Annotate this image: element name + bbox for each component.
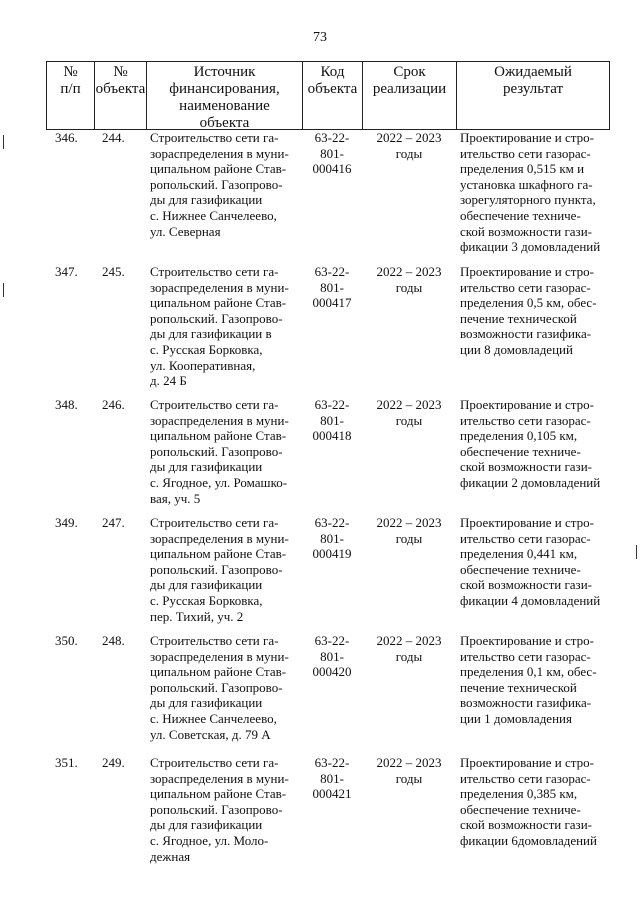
cell-object-num: 244.: [102, 130, 125, 145]
cell-num: 346.: [55, 130, 78, 145]
scan-edge-mark: [3, 135, 4, 149]
cell-num: 348.: [55, 397, 78, 412]
cell-object-num: 246.: [102, 397, 125, 412]
cell-source: Строительство сети га- зораспределения в муни- ципальном районе Став- ропольский. Газопрово- ды для газификации с. Ягодное, ул. Ромашко- вая, уч. 5: [150, 397, 289, 506]
cell-term: 2022 – 2023 годы: [376, 755, 442, 786]
cell-object-num: 245.: [102, 264, 125, 279]
scan-edge-mark: [3, 283, 4, 297]
col-divider: [609, 61, 610, 130]
header-code: Код объекта: [307, 64, 358, 97]
cell-code: 63-22- 801- 000420: [312, 633, 352, 680]
cell-result: Проектирование и стро- ительство сети газорас- пределения 0,385 км, обеспечение техниче- ской возможности гази- фикации 6домовладений: [460, 755, 597, 848]
header-object-num: № объекта: [95, 64, 146, 97]
cell-object-num: 249.: [102, 755, 125, 770]
cell-code: 63-22- 801- 000419: [312, 515, 352, 562]
cell-source: Строительство сети га- зораспределения в муни- ципальном районе Став- ропольский. Газопрово- ды для газификации с. Нижнее Санчелеево, ул. Советская, д. 79 А: [150, 633, 289, 742]
cell-result: Проектирование и стро- ительство сети газорас- пределения 0,515 км и установка шкафного га- зорегуляторного пункта, обеспечение техниче- ской возможности гази- фикации 3 домовладений: [460, 130, 601, 255]
cell-term: 2022 – 2023 годы: [376, 264, 442, 295]
header-source: Источник финансирования, наименование объекта: [169, 64, 280, 131]
cell-source: Строительство сети га- зораспределения в муни- ципальном районе Став- ропольский. Газопрово- ды для газификации с. Нижнее Санчелеево, ул. Северная: [150, 130, 289, 239]
cell-num: 347.: [55, 264, 78, 279]
cell-term: 2022 – 2023 годы: [376, 130, 442, 161]
cell-code: 63-22- 801- 000421: [312, 755, 352, 802]
cell-num: 349.: [55, 515, 78, 530]
cell-code: 63-22- 801- 000416: [312, 130, 352, 177]
header-num: № п/п: [60, 64, 81, 97]
cell-result: Проектирование и стро- ительство сети газорас- пределения 0,1 км, обес- печение технической возможности газифика- ции 1 домовладения: [460, 633, 597, 726]
cell-term: 2022 – 2023 годы: [376, 633, 442, 664]
cell-num: 350.: [55, 633, 78, 648]
header-term: Срок реализации: [372, 64, 447, 97]
cell-result: Проектирование и стро- ительство сети газорас- пределения 0,5 км, обес- печение технической возможности газифика- ции 8 домовладеций: [460, 264, 597, 357]
cell-object-num: 248.: [102, 633, 125, 648]
cell-code: 63-22- 801- 000418: [312, 397, 352, 444]
header-result: Ожидаемый результат: [494, 64, 572, 97]
cell-num: 351.: [55, 755, 78, 770]
cell-result: Проектирование и стро- ительство сети газорас- пределения 0,105 км, обеспечение техниче- ской возможности гази- фикации 2 домовладений: [460, 397, 601, 490]
cell-source: Строительство сети га- зораспределения в муни- ципальном районе Став- ропольский. Газопрово- ды для газификации с. Ягодное, ул. Моло- дежная: [150, 755, 289, 864]
cell-code: 63-22- 801- 000417: [312, 264, 352, 311]
cell-result: Проектирование и стро- ительство сети газорас- пределения 0,441 км, обеспечение техниче- ской возможности гази- фикации 4 домовладений: [460, 515, 601, 608]
header-top-border: [46, 61, 610, 62]
cell-object-num: 247.: [102, 515, 125, 530]
page-number: 73: [313, 30, 327, 45]
cell-source: Строительство сети га- зораспределения в муни- ципальном районе Став- ропольский. Газопрово- ды для газификации в с. Русская Борковка, ул. Кооперативная, д. 24 Б: [150, 264, 289, 389]
cell-term: 2022 – 2023 годы: [376, 397, 442, 428]
cell-term: 2022 – 2023 годы: [376, 515, 442, 546]
cell-source: Строительство сети га- зораспределения в муни- ципальном районе Став- ропольский. Газопрово- ды для газификации с. Русская Борковка, пер. Тихий, уч. 2: [150, 515, 289, 624]
scan-edge-mark: [636, 545, 637, 559]
